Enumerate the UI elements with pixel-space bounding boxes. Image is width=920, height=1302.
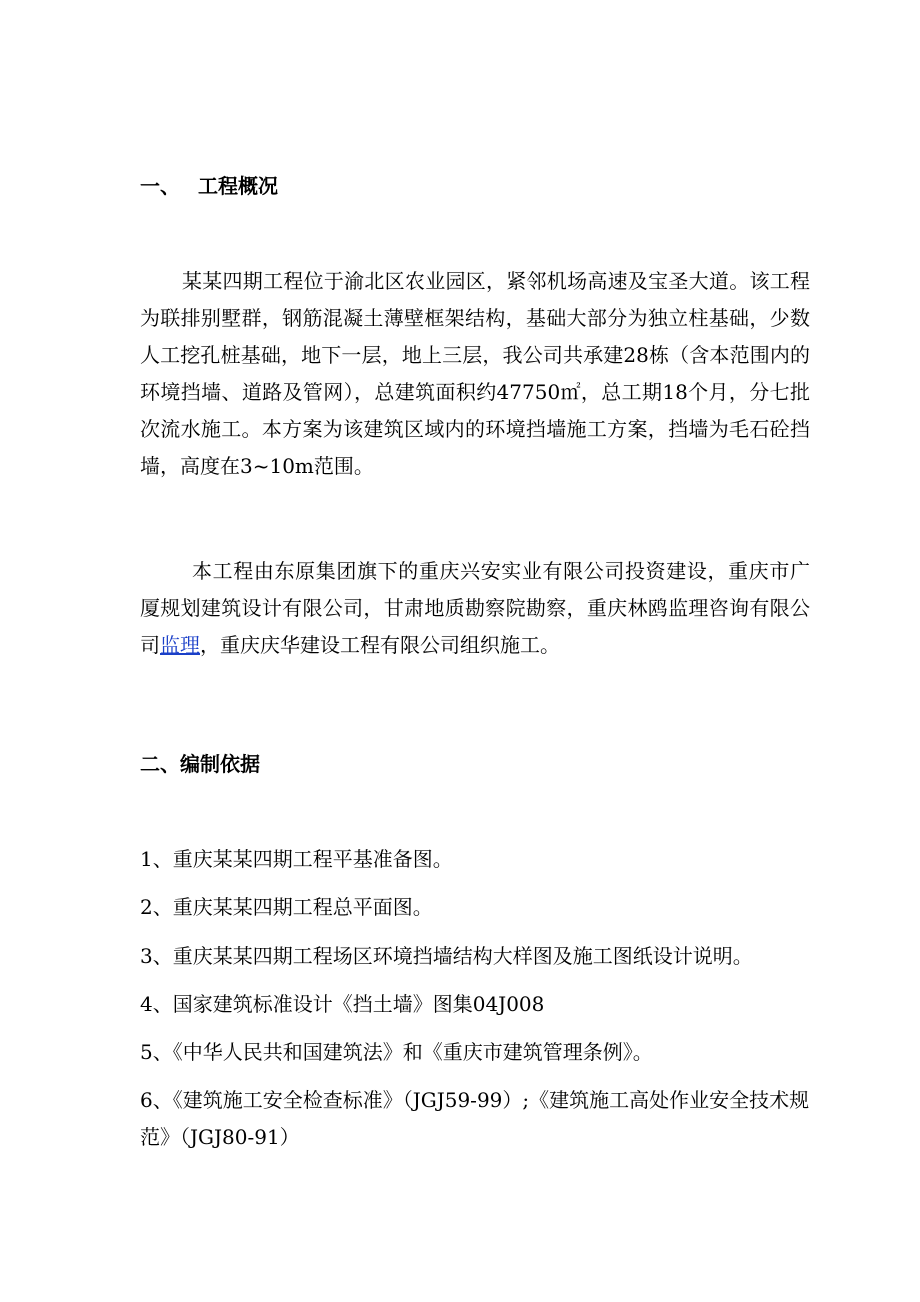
section-1-number: 一、 — [140, 174, 180, 198]
parties-text-before: 本工程由东原集团旗下的重庆兴安实业有限公司投资建设，重庆市广厦规划建筑设计有限公司，甘肃地质勘察院勘察，重庆林鸥监理咨询有限公司 — [140, 559, 810, 657]
basis-item-3: 3、重庆某某四期工程场区环境挡墙结构大样图及施工图纸设计说明。 — [140, 944, 753, 968]
basis-item-1: 1、重庆某某四期工程平基准备图。 — [140, 847, 453, 871]
section-2-heading: 二、编制依据 — [140, 752, 260, 776]
basis-item-4: 4、国家建筑标准设计《挡土墙》图集04J008 — [140, 992, 545, 1016]
basis-item-2: 2、重庆某某四期工程总平面图。 — [140, 895, 433, 919]
section-1-heading — [140, 174, 278, 198]
parties-paragraph — [140, 553, 810, 664]
parties-text-after: ，重庆庆华建设工程有限公司组织施工。 — [200, 633, 560, 657]
section-1-title: 工程概况 — [198, 174, 278, 198]
supervision-link[interactable]: 监理 — [160, 633, 200, 657]
overview-paragraph: 某某四期工程位于渝北区农业园区，紧邻机场高速及宝圣大道。该工程为联排别墅群，钢筋混凝土薄壁框架结构，基础大部分为独立柱基础，少数人工挖孔桩基础，地下一层，地上三层，我公司共承建28栋（含本范围内的环境挡墙、道路及管网），总建筑面积约47750㎡，总工期18个月，分七批次流水施工。本方案为该建筑区域内的环境挡墙施工方案，挡墙为毛石砼挡墙，高度在3~10m范围。 — [140, 269, 810, 478]
basis-item-6: 6、《建筑施工安全检查标准》（JGJ59-99）;《建筑施工高处作业安全技术规范》（JGJ80-91） — [140, 1088, 810, 1149]
basis-item-5: 5、《中华人民共和国建筑法》和《重庆市建筑管理条例》。 — [140, 1040, 653, 1064]
